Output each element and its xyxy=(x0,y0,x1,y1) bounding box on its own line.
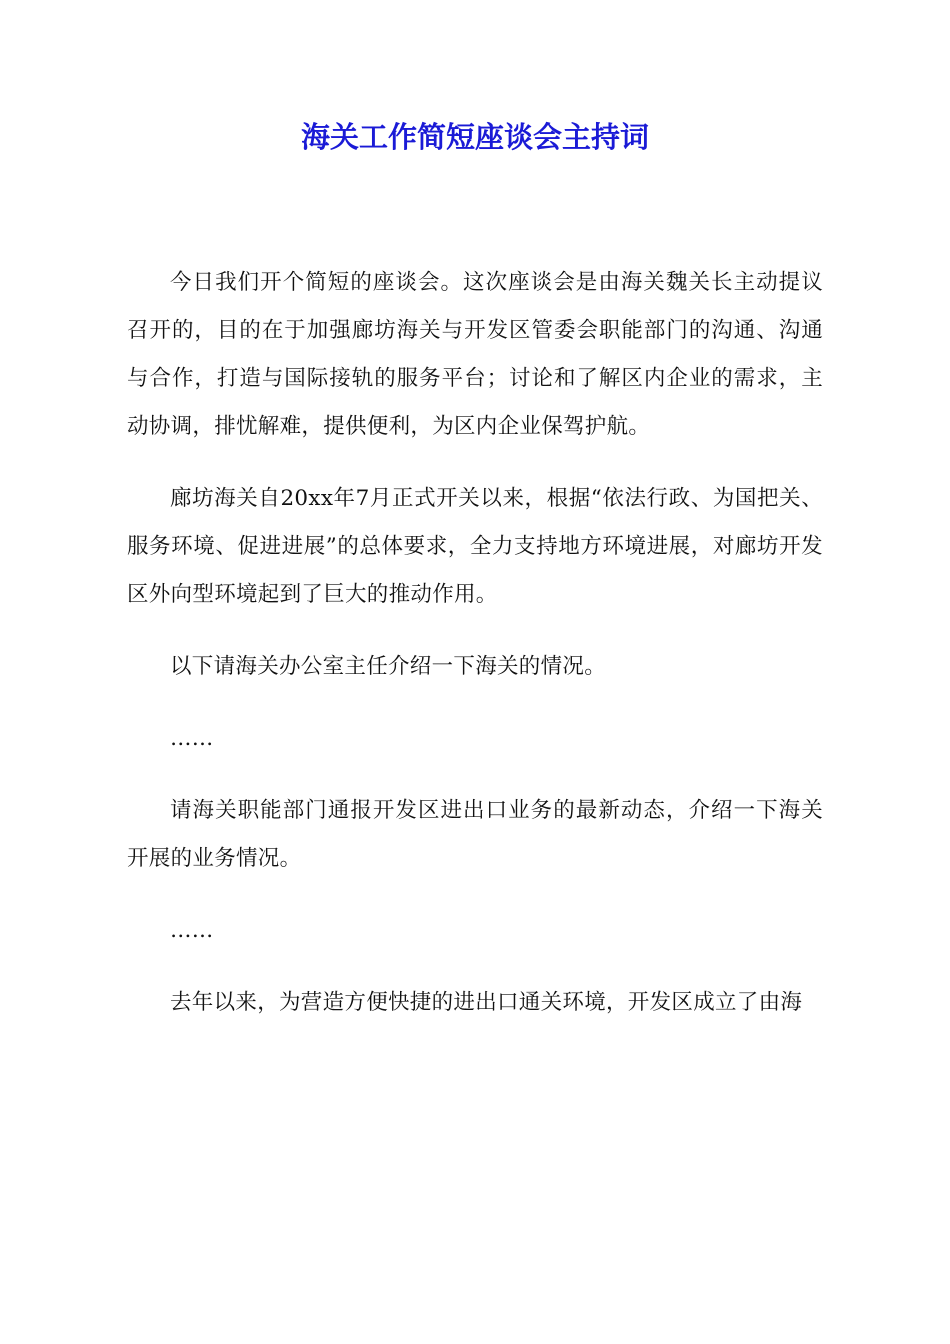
paragraph-last-year: 去年以来，为营造方便快捷的进出口通关环境，开发区成立了由海 xyxy=(170,990,803,1015)
paragraph-office-director: 以下请海关办公室主任介绍一下海关的情况。 xyxy=(170,654,607,679)
ellipsis-2: …… xyxy=(170,918,214,943)
document-body xyxy=(127,259,823,1027)
ellipsis-1: …… xyxy=(170,726,214,751)
paragraph-intro: 今日我们开个简短的座谈会。这次座谈会是由海关魏关长主动提议召开的，目的在于加强廊坊海关与开发区管委会职能部门的沟通、沟通与合作，打造与国际接轨的服务平台；讨论和了解区内企业的需求，主动协调，排忧解难，提供便利，为区内企业保驾护航。 xyxy=(127,270,823,439)
paragraph-customs-history: 廊坊海关自20xx年7月正式开关以来，根据“依法行政、为国把关、服务环境、促进进展”的总体要求，全力支持地方环境进展，对廊坊开发区外向型环境起到了巨大的推动作用。 xyxy=(127,486,823,607)
paragraph-business-report: 请海关职能部门通报开发区进出口业务的最新动态，介绍一下海关开展的业务情况。 xyxy=(127,798,823,871)
document-title: 海关工作简短座谈会主持词 xyxy=(300,120,649,154)
